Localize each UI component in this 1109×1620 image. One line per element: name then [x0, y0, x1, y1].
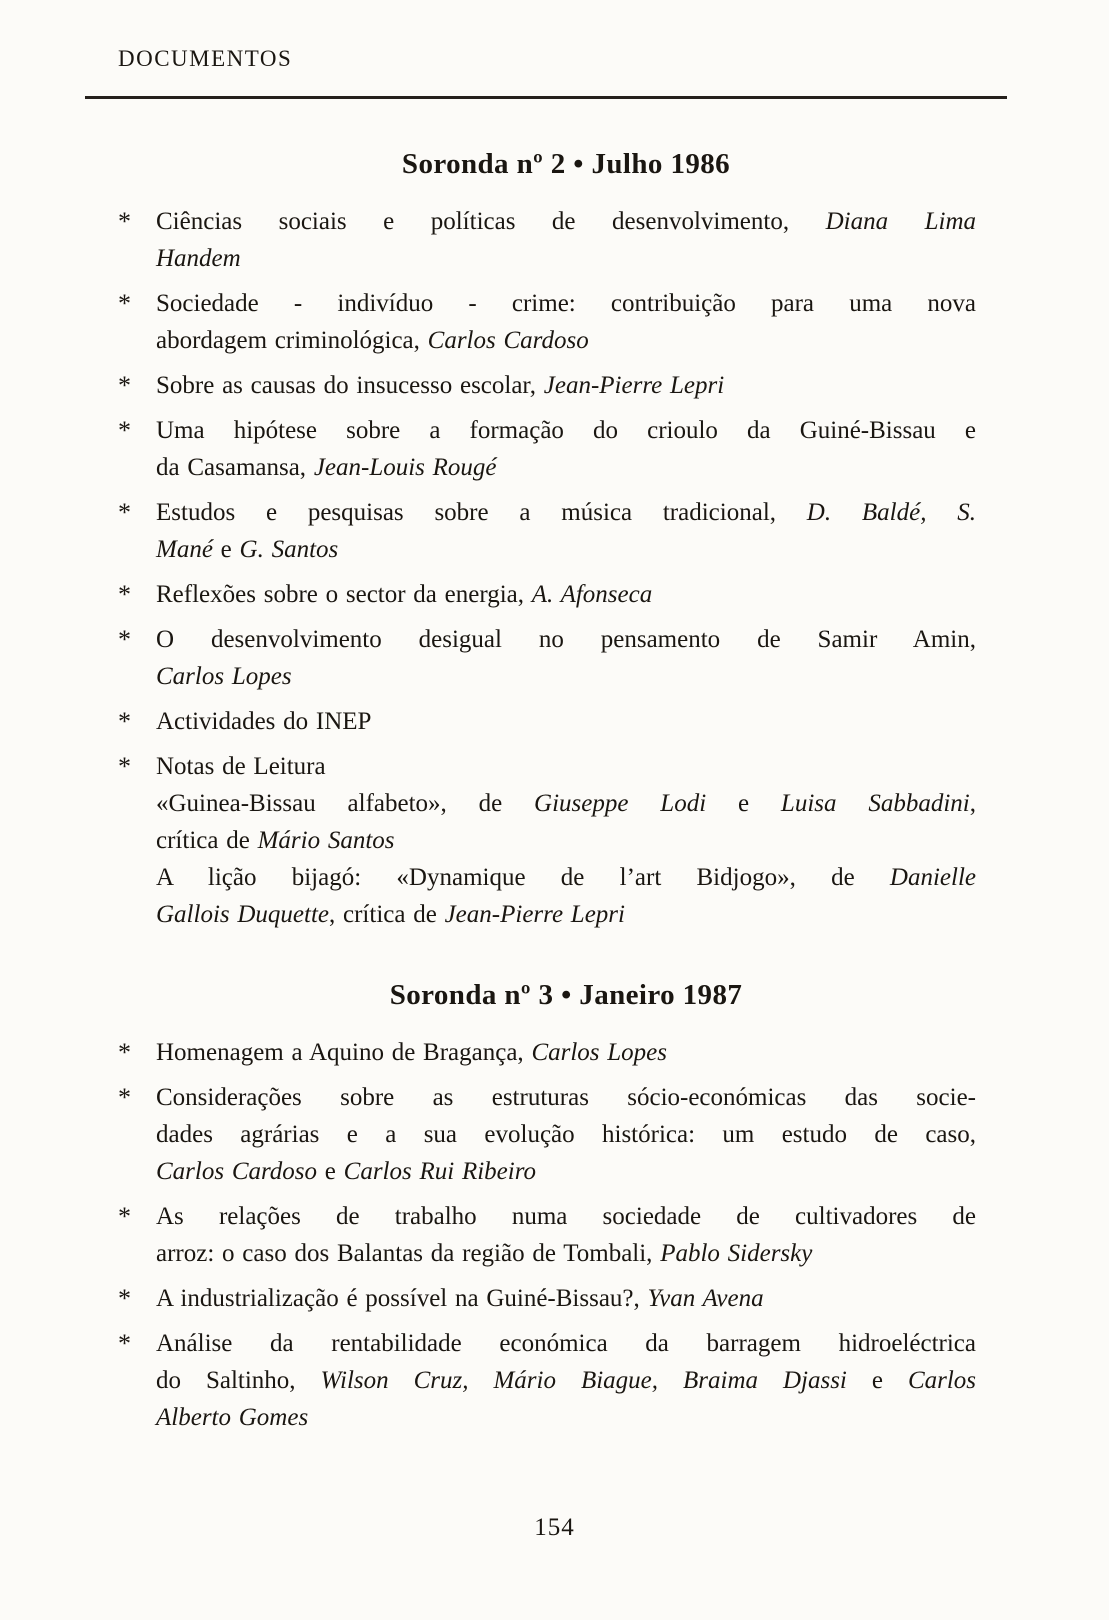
text-line [156, 1034, 976, 1071]
author-name-segment: Danielle [889, 864, 976, 891]
author-name-segment: Carlos Lopes [156, 663, 292, 690]
toc-item [118, 748, 976, 933]
toc-item [118, 412, 976, 486]
text-line [156, 1235, 976, 1272]
author-name-segment: Jean-Pierre Lepri [444, 901, 625, 928]
running-header: DOCUMENTOS [118, 46, 293, 71]
toc-item-list [118, 1034, 976, 1436]
asterisk-marker: * [118, 207, 131, 236]
toc-item [118, 367, 976, 404]
title-text-segment: abordagem criminológica, [156, 327, 428, 354]
item-text [156, 203, 976, 277]
text-line [156, 1280, 976, 1317]
text-line [156, 785, 976, 822]
toc-item [118, 1280, 976, 1317]
text-line [156, 1153, 976, 1190]
text-line [156, 1399, 976, 1436]
author-name-segment: Carlos Rui Ribeiro [343, 1158, 537, 1185]
title-text-segment: Sociedade - indivíduo - crime: contribuição para uma nova [156, 290, 976, 317]
text-line [156, 367, 976, 404]
text-line [156, 449, 976, 486]
item-text [156, 412, 976, 486]
section-title: Soronda nº 3 • Janeiro 1987 [389, 979, 743, 1011]
title-text-segment: Uma hipótese sobre a formação do crioulo da Guiné-Bissau e [156, 417, 976, 444]
item-text [156, 1034, 976, 1071]
title-text-segment: A lição bijagó: «Dynamique de l’art Bidjogo», de [156, 864, 890, 891]
text-line [156, 1325, 976, 1362]
text-line [156, 203, 976, 240]
title-text-segment: e [317, 1158, 344, 1185]
author-name-segment: Gallois Duquette [156, 901, 330, 928]
asterisk-marker: * [118, 625, 131, 654]
text-line [156, 748, 976, 785]
author-name-segment: Handem [156, 245, 241, 272]
toc-item [118, 1198, 976, 1272]
title-text-segment: , crítica de [329, 901, 445, 928]
asterisk-marker: * [118, 752, 131, 781]
author-name-segment: G. Santos [239, 536, 339, 563]
author-name-segment: Jean-Louis Rougé [313, 454, 497, 481]
title-text-segment: Sobre as causas do insucesso escolar, [156, 372, 544, 399]
author-name-segment: Pablo Sidersky [660, 1240, 813, 1267]
title-text-segment: Notas de Leitura [156, 753, 326, 780]
author-name-segment: Giuseppe Lodi [534, 790, 707, 817]
author-name-segment: Mário Biague, [493, 1367, 659, 1394]
title-text-segment: e [846, 1367, 908, 1394]
toc-item [118, 1034, 976, 1071]
author-name-segment: D. Baldé, S. [806, 499, 976, 526]
text-line [156, 494, 976, 531]
author-name-segment: A. Afonseca [531, 581, 653, 608]
item-text [156, 367, 976, 404]
asterisk-marker: * [118, 416, 131, 445]
author-name-segment: Carlos Cardoso [156, 1158, 318, 1185]
author-name-segment: Diana Lima [825, 208, 976, 235]
text-line [156, 412, 976, 449]
text-line [156, 1079, 976, 1116]
header-rule [85, 96, 1007, 99]
title-text-segment: Reflexões sobre o sector da energia, [156, 581, 532, 608]
author-name-segment: Mané [156, 536, 213, 563]
text-line [156, 240, 976, 277]
title-text-segment: crítica de [156, 827, 258, 854]
author-name-segment: Yvan Avena [647, 1285, 764, 1312]
item-text [156, 748, 976, 933]
asterisk-marker: * [118, 1083, 131, 1112]
text-line [156, 1198, 976, 1235]
item-text [156, 1280, 976, 1317]
toc-item [118, 203, 976, 277]
item-text [156, 494, 976, 568]
item-text [156, 1325, 976, 1436]
text-line [156, 576, 976, 613]
toc-item [118, 1325, 976, 1436]
asterisk-marker: * [118, 371, 131, 400]
asterisk-marker: * [118, 1329, 131, 1358]
title-text-segment: A industrialização é possível na Guiné-Bissau?, [156, 1285, 648, 1312]
text-line [156, 703, 976, 740]
journal-issue-section [118, 146, 976, 933]
item-text [156, 703, 976, 740]
author-name-segment: Wilson Cruz, [320, 1367, 469, 1394]
author-name-segment: Carlos Cardoso [427, 327, 589, 354]
item-text [156, 285, 976, 359]
toc-item [118, 703, 976, 740]
item-text [156, 1079, 976, 1190]
text-line [156, 322, 976, 359]
asterisk-marker: * [118, 1038, 131, 1067]
title-text-segment: As relações de trabalho numa sociedade de cultivadores de [156, 1203, 976, 1230]
toc-item-list [118, 203, 976, 933]
title-text-segment: e [212, 536, 240, 563]
text-line [156, 531, 976, 568]
title-text-segment: Ciências sociais e políticas de desenvolvimento, [156, 208, 826, 235]
toc-item [118, 621, 976, 695]
section-title: Soronda nº 2 • Julho 1986 [401, 148, 731, 180]
title-text-segment: Homenagem a Aquino de Bragança, [156, 1039, 532, 1066]
asterisk-marker: * [118, 1202, 131, 1231]
title-text-segment: arroz: o caso dos Balantas da região de Tombali, [156, 1240, 661, 1267]
author-name-segment: Braima Djassi [683, 1367, 847, 1394]
toc-item [118, 1079, 976, 1190]
toc-item [118, 285, 976, 359]
author-name-segment: Mário Santos [257, 827, 395, 854]
text-line [156, 621, 976, 658]
text-line [156, 896, 976, 933]
asterisk-marker: * [118, 707, 131, 736]
title-text-segment [658, 1367, 683, 1394]
title-text-segment: «Guinea-Bissau alfabeto», de [156, 790, 535, 817]
title-text-segment: Estudos e pesquisas sobre a música tradicional, [156, 499, 807, 526]
item-text [156, 621, 976, 695]
author-name-segment: Alberto Gomes [156, 1404, 309, 1431]
title-text-segment: Análise da rentabilidade económica da barragem hidroeléctrica [156, 1330, 976, 1357]
asterisk-marker: * [118, 1284, 131, 1313]
text-line [156, 285, 976, 322]
title-text-segment: dades agrárias e a sua evolução histórica: um estudo de caso, [156, 1121, 976, 1148]
title-text-segment: e [706, 790, 781, 817]
author-name-segment: Luisa Sabbadini [780, 790, 970, 817]
title-text-segment: Considerações sobre as estruturas sócio-económicas das socie- [156, 1084, 976, 1111]
title-text-segment: da Casamansa, [156, 454, 314, 481]
author-name-segment: Carlos Lopes [531, 1039, 667, 1066]
toc-content [118, 146, 976, 1436]
text-line [156, 1116, 976, 1153]
asterisk-marker: * [118, 580, 131, 609]
title-text-segment: , [969, 790, 976, 817]
journal-issue-section [118, 977, 976, 1436]
title-text-segment: do Saltinho, [156, 1367, 321, 1394]
item-text [156, 576, 976, 613]
text-line [156, 859, 976, 896]
title-text-segment [468, 1367, 493, 1394]
asterisk-marker: * [118, 498, 131, 527]
asterisk-marker: * [118, 289, 131, 318]
title-text-segment: O desenvolvimento desigual no pensamento de Samir Amin, [156, 626, 976, 653]
toc-item [118, 494, 976, 568]
text-line [156, 658, 976, 695]
text-line [156, 1362, 976, 1399]
toc-item [118, 576, 976, 613]
title-text-segment: Actividades do INEP [156, 708, 372, 735]
author-name-segment: Jean-Pierre Lepri [543, 372, 725, 399]
page-number: 154 [534, 1514, 575, 1541]
item-text [156, 1198, 976, 1272]
author-name-segment: Carlos [907, 1367, 977, 1394]
text-line [156, 822, 976, 859]
